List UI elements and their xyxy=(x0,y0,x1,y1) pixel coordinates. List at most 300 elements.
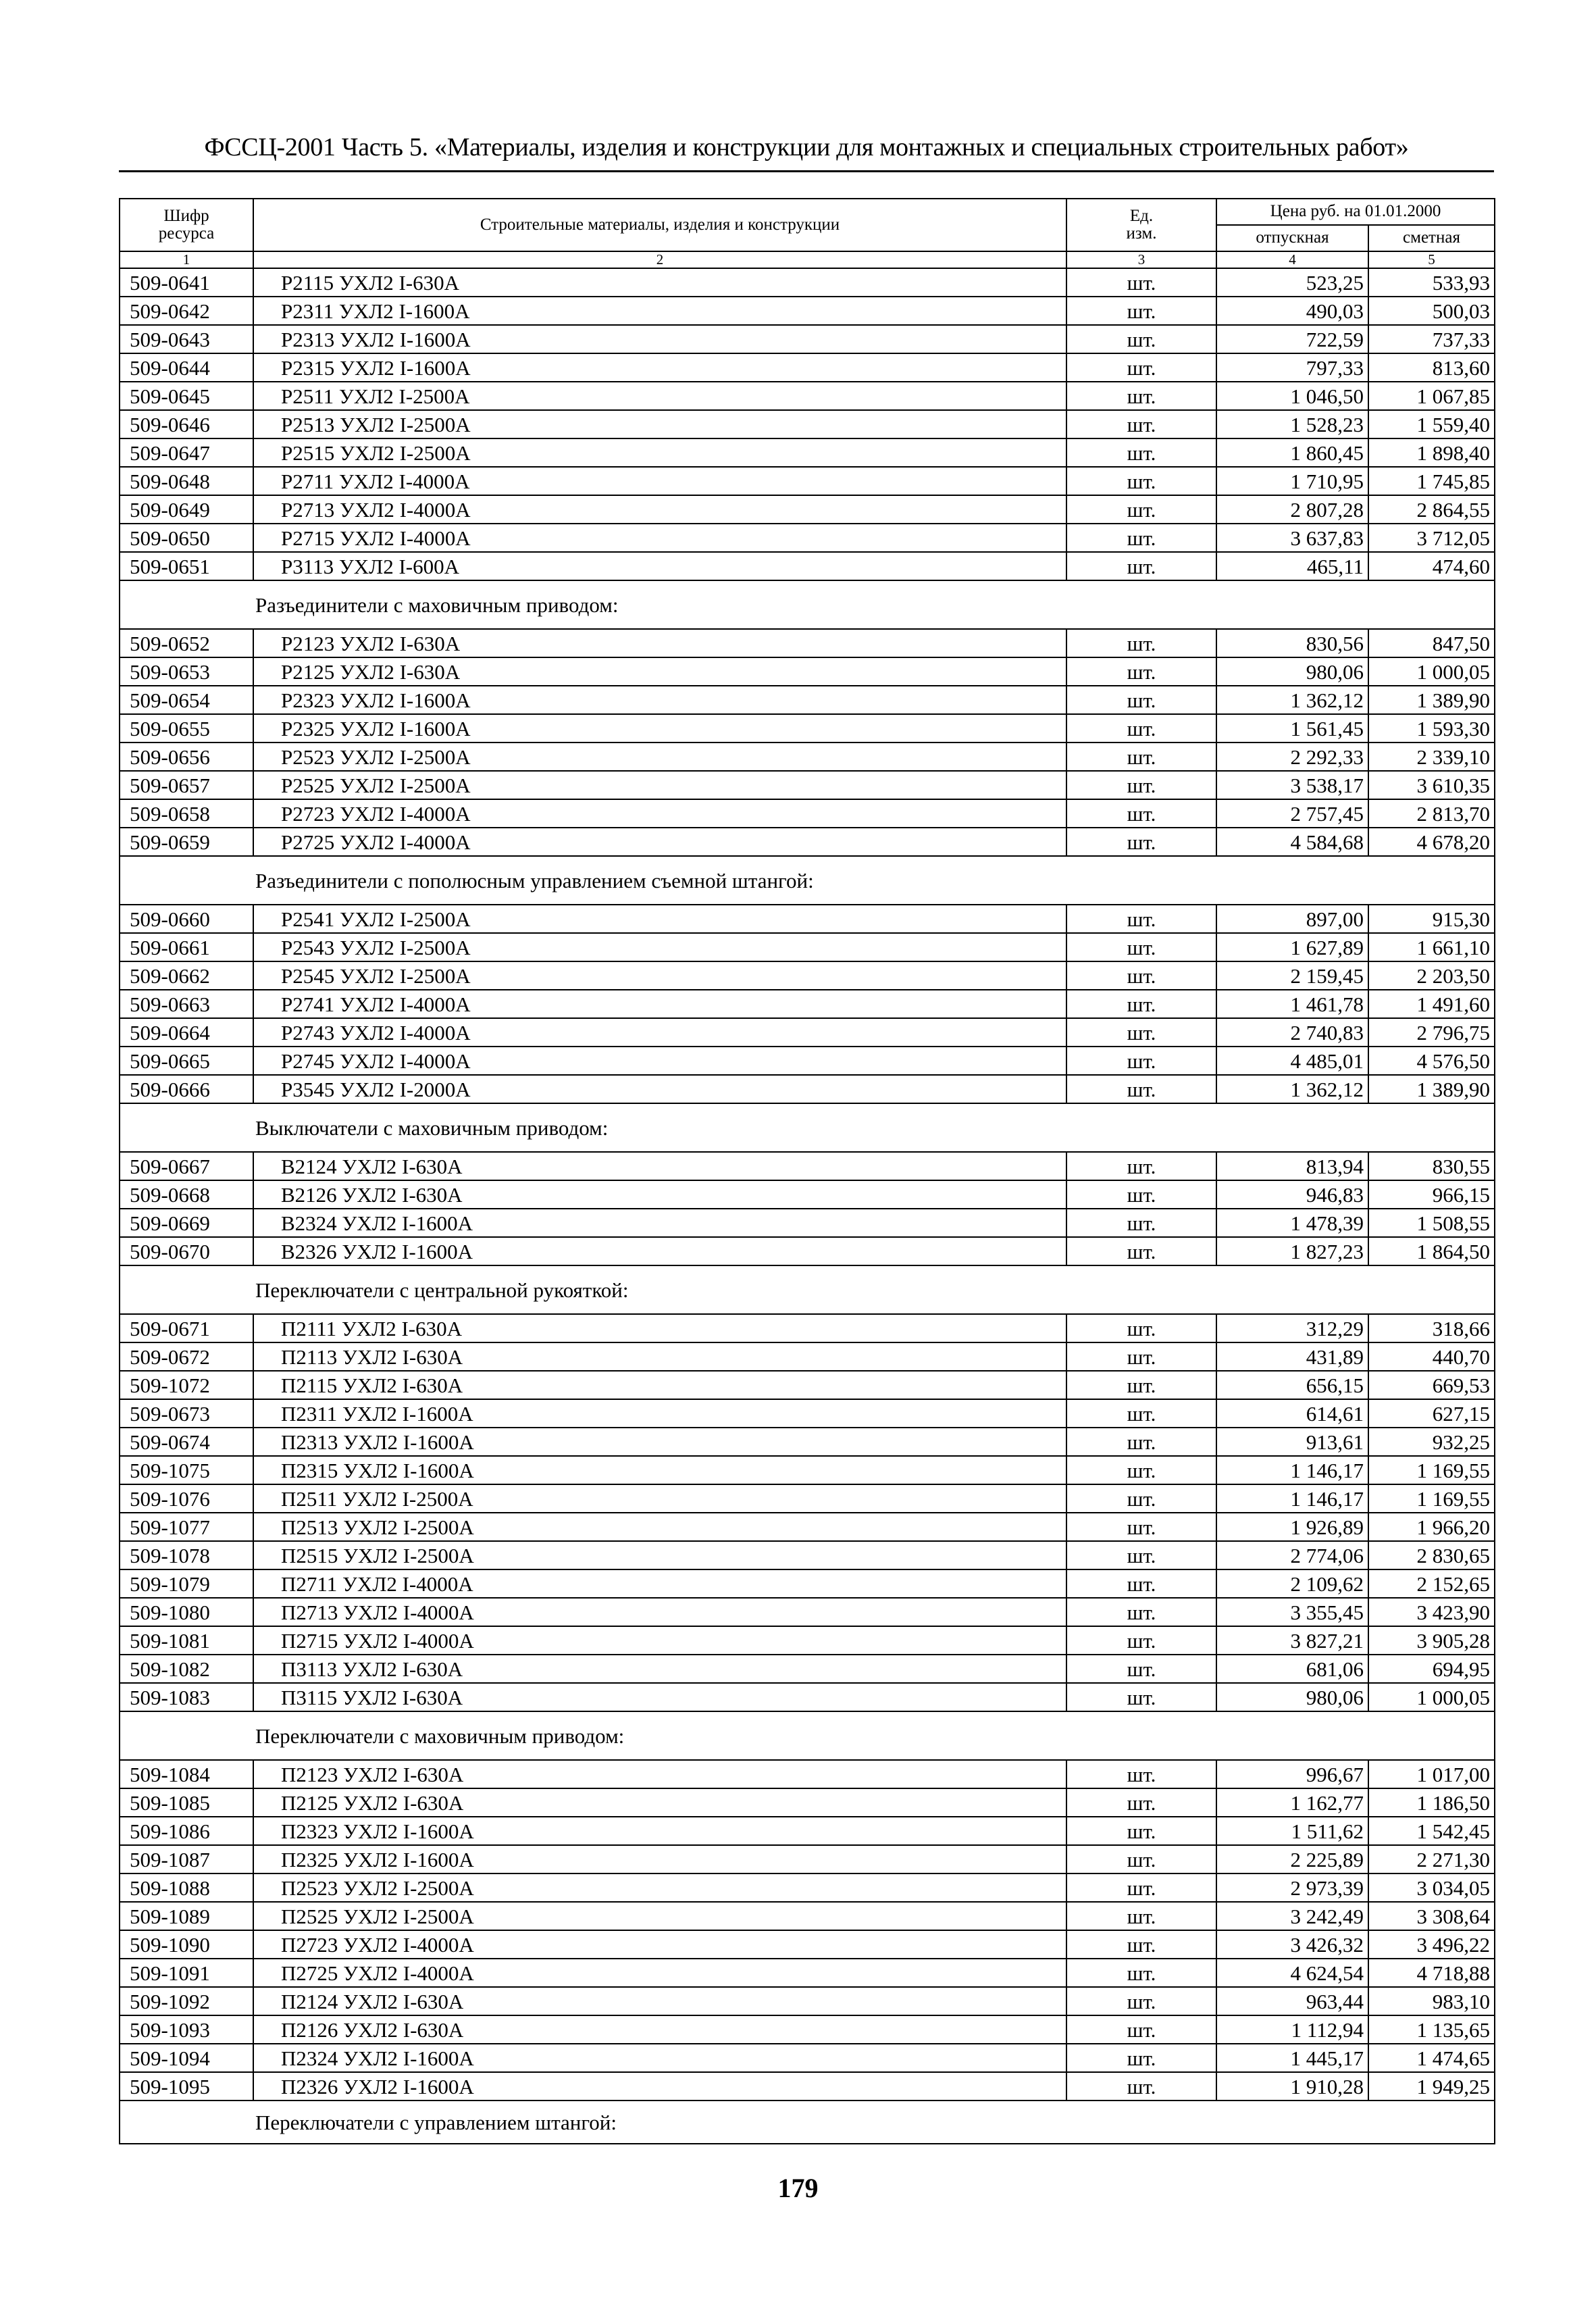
table-row xyxy=(120,2044,1495,2072)
cell-release-price: 2 292,33 xyxy=(1216,743,1368,771)
cell-code: 509-1088 xyxy=(120,1873,253,1902)
cell-name: Р2725 УХЛ2 I-4000А xyxy=(253,828,1066,856)
cell-name: П2311 УХЛ2 I-1600А xyxy=(253,1399,1066,1428)
cell-release-price: 1 162,77 xyxy=(1216,1788,1368,1817)
cell-release-price: 1 478,39 xyxy=(1216,1209,1368,1237)
cell-unit: шт. xyxy=(1066,1541,1216,1569)
cell-code: 509-1083 xyxy=(120,1683,253,1711)
cell-name: Р2715 УХЛ2 I-4000А xyxy=(253,524,1066,552)
cell-release-price: 312,29 xyxy=(1216,1314,1368,1342)
cell-code: 509-0659 xyxy=(120,828,253,856)
cell-release-price: 1 112,94 xyxy=(1216,2015,1368,2044)
cell-estimate-price: 694,95 xyxy=(1368,1655,1495,1683)
table-row xyxy=(120,1845,1495,1873)
cell-unit: шт. xyxy=(1066,1342,1216,1371)
cell-unit: шт. xyxy=(1066,552,1216,580)
table-row xyxy=(120,714,1495,743)
cell-code: 509-0657 xyxy=(120,771,253,799)
table-row xyxy=(120,1484,1495,1513)
cell-code: 509-0672 xyxy=(120,1342,253,1371)
table-row xyxy=(120,743,1495,771)
cell-release-price: 1 046,50 xyxy=(1216,382,1368,410)
cell-release-price: 3 637,83 xyxy=(1216,524,1368,552)
cell-estimate-price: 1 542,45 xyxy=(1368,1817,1495,1845)
cell-estimate-price: 1 000,05 xyxy=(1368,1683,1495,1711)
table-row xyxy=(120,1902,1495,1930)
cell-release-price: 614,61 xyxy=(1216,1399,1368,1428)
section-title: Переключатели с маховичным приводом: xyxy=(120,1711,1495,1760)
cell-code: 509-1085 xyxy=(120,1788,253,1817)
cell-unit: шт. xyxy=(1066,1788,1216,1817)
cell-release-price: 996,67 xyxy=(1216,1760,1368,1788)
cell-unit: шт. xyxy=(1066,1930,1216,1959)
cell-release-price: 1 827,23 xyxy=(1216,1237,1368,1265)
table-row xyxy=(120,905,1495,933)
col-number-2: 2 xyxy=(253,251,1066,268)
table-row xyxy=(120,799,1495,828)
cell-name: П2715 УХЛ2 I-4000А xyxy=(253,1626,1066,1655)
cell-code: 509-1087 xyxy=(120,1845,253,1873)
cell-release-price: 681,06 xyxy=(1216,1655,1368,1683)
table-row xyxy=(120,828,1495,856)
cell-code: 509-0648 xyxy=(120,467,253,495)
cell-code: 509-0663 xyxy=(120,990,253,1018)
cell-estimate-price: 2 271,30 xyxy=(1368,1845,1495,1873)
table-row xyxy=(120,1456,1495,1484)
cell-unit: шт. xyxy=(1066,1987,1216,2015)
cell-estimate-price: 737,33 xyxy=(1368,325,1495,353)
table-row xyxy=(120,1209,1495,1237)
cell-release-price: 4 624,54 xyxy=(1216,1959,1368,1987)
table-row xyxy=(120,961,1495,990)
table-row xyxy=(120,2072,1495,2101)
table-row xyxy=(120,1760,1495,1788)
cell-estimate-price: 474,60 xyxy=(1368,552,1495,580)
table-row xyxy=(120,1180,1495,1209)
cell-estimate-price: 440,70 xyxy=(1368,1342,1495,1371)
table-row xyxy=(120,1399,1495,1428)
cell-unit: шт. xyxy=(1066,2015,1216,2044)
cell-release-price: 2 225,89 xyxy=(1216,1845,1368,1873)
cell-estimate-price: 669,53 xyxy=(1368,1371,1495,1399)
cell-name: Р2323 УХЛ2 I-1600А xyxy=(253,686,1066,714)
cell-estimate-price: 1 661,10 xyxy=(1368,933,1495,961)
cell-code: 509-1082 xyxy=(120,1655,253,1683)
col-header-unit: Ед. изм. xyxy=(1066,199,1216,251)
cell-unit: шт. xyxy=(1066,1873,1216,1902)
cell-estimate-price: 4 678,20 xyxy=(1368,828,1495,856)
col-number-3: 3 xyxy=(1066,251,1216,268)
cell-name: Р2541 УХЛ2 I-2500А xyxy=(253,905,1066,933)
cell-code: 509-1094 xyxy=(120,2044,253,2072)
cell-release-price: 1 910,28 xyxy=(1216,2072,1368,2101)
cell-code: 509-0653 xyxy=(120,657,253,686)
cell-unit: шт. xyxy=(1066,657,1216,686)
cell-code: 509-1078 xyxy=(120,1541,253,1569)
cell-name: П2525 УХЛ2 I-2500А xyxy=(253,1902,1066,1930)
cell-unit: шт. xyxy=(1066,353,1216,382)
cell-unit: шт. xyxy=(1066,905,1216,933)
cell-estimate-price: 1 389,90 xyxy=(1368,1075,1495,1103)
cell-estimate-price: 1 067,85 xyxy=(1368,382,1495,410)
cell-name: П2513 УХЛ2 I-2500А xyxy=(253,1513,1066,1541)
cell-name: В2324 УХЛ2 I-1600А xyxy=(253,1209,1066,1237)
cell-release-price: 2 159,45 xyxy=(1216,961,1368,990)
cell-code: 509-0671 xyxy=(120,1314,253,1342)
cell-unit: шт. xyxy=(1066,1817,1216,1845)
cell-code: 509-0654 xyxy=(120,686,253,714)
table-row xyxy=(120,1075,1495,1103)
cell-code: 509-0664 xyxy=(120,1018,253,1047)
cell-unit: шт. xyxy=(1066,268,1216,297)
cell-code: 509-1075 xyxy=(120,1456,253,1484)
cell-code: 509-1090 xyxy=(120,1930,253,1959)
cell-name: Р2711 УХЛ2 I-4000А xyxy=(253,467,1066,495)
table-row xyxy=(120,1817,1495,1845)
cell-estimate-price: 1 389,90 xyxy=(1368,686,1495,714)
table-row xyxy=(120,1683,1495,1711)
cell-estimate-price: 2 830,65 xyxy=(1368,1541,1495,1569)
cell-release-price: 3 827,21 xyxy=(1216,1626,1368,1655)
cell-unit: шт. xyxy=(1066,1655,1216,1683)
cell-code: 509-0661 xyxy=(120,933,253,961)
page-header: ФССЦ-2001 Часть 5. «Материалы, изделия и конструкции для монтажных и специальных строительных работ» xyxy=(204,133,1409,161)
cell-estimate-price: 1 135,65 xyxy=(1368,2015,1495,2044)
col-header-price: Цена руб. на 01.01.2000 xyxy=(1216,199,1495,225)
cell-release-price: 431,89 xyxy=(1216,1342,1368,1371)
cell-name: В2326 УХЛ2 I-1600А xyxy=(253,1237,1066,1265)
cell-estimate-price: 318,66 xyxy=(1368,1314,1495,1342)
cell-unit: шт. xyxy=(1066,524,1216,552)
cell-unit: шт. xyxy=(1066,1513,1216,1541)
cell-code: 509-0645 xyxy=(120,382,253,410)
cell-unit: шт. xyxy=(1066,1209,1216,1237)
cell-release-price: 4 584,68 xyxy=(1216,828,1368,856)
table-row xyxy=(120,1342,1495,1371)
cell-estimate-price: 1 949,25 xyxy=(1368,2072,1495,2101)
cell-name: Р2741 УХЛ2 I-4000А xyxy=(253,990,1066,1018)
col-number-1: 1 xyxy=(120,251,253,268)
cell-release-price: 813,94 xyxy=(1216,1152,1368,1180)
table-row xyxy=(120,686,1495,714)
cell-estimate-price: 1 508,55 xyxy=(1368,1209,1495,1237)
cell-estimate-price: 4 718,88 xyxy=(1368,1959,1495,1987)
col-header-release: отпускная xyxy=(1216,225,1368,251)
cell-release-price: 1 445,17 xyxy=(1216,2044,1368,2072)
section-title: Переключатели с управлением штангой: xyxy=(120,2101,1495,2144)
table-row xyxy=(120,552,1495,580)
col-header-estimate: сметная xyxy=(1368,225,1495,251)
section-title: Переключатели с центральной рукояткой: xyxy=(120,1265,1495,1314)
table-row xyxy=(120,1569,1495,1598)
cell-unit: шт. xyxy=(1066,410,1216,438)
cell-unit: шт. xyxy=(1066,933,1216,961)
table-row xyxy=(120,438,1495,467)
section-row xyxy=(120,1103,1495,1152)
cell-unit: шт. xyxy=(1066,1598,1216,1626)
cell-release-price: 2 740,83 xyxy=(1216,1018,1368,1047)
cell-code: 509-0655 xyxy=(120,714,253,743)
cell-estimate-price: 1 186,50 xyxy=(1368,1788,1495,1817)
cell-name: Р2115 УХЛ2 I-630А xyxy=(253,268,1066,297)
cell-release-price: 2 774,06 xyxy=(1216,1541,1368,1569)
cell-release-price: 4 485,01 xyxy=(1216,1047,1368,1075)
cell-name: П2315 УХЛ2 I-1600А xyxy=(253,1456,1066,1484)
cell-unit: шт. xyxy=(1066,2072,1216,2101)
cell-name: Р2315 УХЛ2 I-1600А xyxy=(253,353,1066,382)
cell-name: Р2325 УХЛ2 I-1600А xyxy=(253,714,1066,743)
cell-code: 509-0660 xyxy=(120,905,253,933)
page-number: 179 xyxy=(777,2173,819,2203)
cell-name: Р2313 УХЛ2 I-1600А xyxy=(253,325,1066,353)
table-row xyxy=(120,629,1495,657)
cell-code: 509-1095 xyxy=(120,2072,253,2101)
table-row xyxy=(120,1541,1495,1569)
table-body xyxy=(120,268,1495,2144)
table-row xyxy=(120,1152,1495,1180)
cell-name: П2723 УХЛ2 I-4000А xyxy=(253,1930,1066,1959)
cell-code: 509-0644 xyxy=(120,353,253,382)
cell-name: П2313 УХЛ2 I-1600А xyxy=(253,1428,1066,1456)
cell-code: 509-0647 xyxy=(120,438,253,467)
cell-estimate-price: 500,03 xyxy=(1368,297,1495,325)
table-row xyxy=(120,410,1495,438)
cell-name: П2115 УХЛ2 I-630А xyxy=(253,1371,1066,1399)
cell-code: 509-1086 xyxy=(120,1817,253,1845)
cell-estimate-price: 3 610,35 xyxy=(1368,771,1495,799)
cell-unit: шт. xyxy=(1066,438,1216,467)
cell-unit: шт. xyxy=(1066,1237,1216,1265)
cell-release-price: 490,03 xyxy=(1216,297,1368,325)
section-title: Разъединители с пополюсным управлением съемной штангой: xyxy=(120,856,1495,905)
cell-release-price: 913,61 xyxy=(1216,1428,1368,1456)
cell-estimate-price: 1 169,55 xyxy=(1368,1484,1495,1513)
cell-code: 509-1092 xyxy=(120,1987,253,2015)
cell-estimate-price: 1 169,55 xyxy=(1368,1456,1495,1484)
cell-name: П2113 УХЛ2 I-630А xyxy=(253,1342,1066,1371)
table-row xyxy=(120,1428,1495,1456)
cell-release-price: 1 146,17 xyxy=(1216,1456,1368,1484)
cell-unit: шт. xyxy=(1066,629,1216,657)
col-header-name: Строительные материалы, изделия и конструкции xyxy=(253,199,1066,251)
cell-estimate-price: 2 152,65 xyxy=(1368,1569,1495,1598)
cell-estimate-price: 1 000,05 xyxy=(1368,657,1495,686)
cell-code: 509-0667 xyxy=(120,1152,253,1180)
cell-estimate-price: 3 423,90 xyxy=(1368,1598,1495,1626)
cell-name: В2124 УХЛ2 I-630А xyxy=(253,1152,1066,1180)
cell-estimate-price: 1 017,00 xyxy=(1368,1760,1495,1788)
cell-unit: шт. xyxy=(1066,297,1216,325)
cell-code: 509-0673 xyxy=(120,1399,253,1428)
cell-name: П2515 УХЛ2 I-2500А xyxy=(253,1541,1066,1569)
cell-name: П2126 УХЛ2 I-630А xyxy=(253,2015,1066,2044)
cell-estimate-price: 915,30 xyxy=(1368,905,1495,933)
col-number-5: 5 xyxy=(1368,251,1495,268)
cell-name: В2126 УХЛ2 I-630А xyxy=(253,1180,1066,1209)
cell-code: 509-1079 xyxy=(120,1569,253,1598)
table-row xyxy=(120,1237,1495,1265)
cell-release-price: 1 926,89 xyxy=(1216,1513,1368,1541)
table-row xyxy=(120,268,1495,297)
section-row xyxy=(120,2101,1495,2144)
cell-name: П2725 УХЛ2 I-4000А xyxy=(253,1959,1066,1987)
cell-release-price: 1 362,12 xyxy=(1216,686,1368,714)
price-table-wrapper xyxy=(119,198,1494,2144)
cell-name: Р2511 УХЛ2 I-2500А xyxy=(253,382,1066,410)
cell-estimate-price: 3 712,05 xyxy=(1368,524,1495,552)
cell-name: П2111 УХЛ2 I-630А xyxy=(253,1314,1066,1342)
cell-code: 509-1080 xyxy=(120,1598,253,1626)
cell-release-price: 3 426,32 xyxy=(1216,1930,1368,1959)
cell-code: 509-1081 xyxy=(120,1626,253,1655)
table-row xyxy=(120,325,1495,353)
cell-release-price: 980,06 xyxy=(1216,657,1368,686)
cell-name: Р2545 УХЛ2 I-2500А xyxy=(253,961,1066,990)
cell-release-price: 1 860,45 xyxy=(1216,438,1368,467)
cell-code: 509-1089 xyxy=(120,1902,253,1930)
cell-name: Р2311 УХЛ2 I-1600А xyxy=(253,297,1066,325)
cell-estimate-price: 627,15 xyxy=(1368,1399,1495,1428)
table-row xyxy=(120,1930,1495,1959)
cell-release-price: 830,56 xyxy=(1216,629,1368,657)
cell-estimate-price: 830,55 xyxy=(1368,1152,1495,1180)
table-row xyxy=(120,382,1495,410)
cell-unit: шт. xyxy=(1066,1456,1216,1484)
cell-unit: шт. xyxy=(1066,1428,1216,1456)
table-row xyxy=(120,467,1495,495)
cell-release-price: 2 109,62 xyxy=(1216,1569,1368,1598)
cell-code: 509-1093 xyxy=(120,2015,253,2044)
cell-name: П2523 УХЛ2 I-2500А xyxy=(253,1873,1066,1902)
cell-release-price: 2 973,39 xyxy=(1216,1873,1368,1902)
table-row xyxy=(120,524,1495,552)
cell-name: Р2523 УХЛ2 I-2500А xyxy=(253,743,1066,771)
cell-code: 509-0656 xyxy=(120,743,253,771)
cell-code: 509-0662 xyxy=(120,961,253,990)
table-row xyxy=(120,657,1495,686)
cell-name: П2511 УХЛ2 I-2500А xyxy=(253,1484,1066,1513)
cell-unit: шт. xyxy=(1066,1018,1216,1047)
cell-estimate-price: 847,50 xyxy=(1368,629,1495,657)
header-rule xyxy=(119,170,1494,172)
cell-release-price: 3 538,17 xyxy=(1216,771,1368,799)
cell-estimate-price: 3 496,22 xyxy=(1368,1930,1495,1959)
table-row xyxy=(120,1873,1495,1902)
cell-name: Р2513 УХЛ2 I-2500А xyxy=(253,410,1066,438)
cell-name: Р2543 УХЛ2 I-2500А xyxy=(253,933,1066,961)
cell-release-price: 897,00 xyxy=(1216,905,1368,933)
table-row xyxy=(120,2015,1495,2044)
section-row xyxy=(120,1711,1495,1760)
table-row xyxy=(120,990,1495,1018)
table-row xyxy=(120,1987,1495,2015)
cell-name: П2711 УХЛ2 I-4000А xyxy=(253,1569,1066,1598)
cell-release-price: 980,06 xyxy=(1216,1683,1368,1711)
cell-code: 509-0651 xyxy=(120,552,253,580)
cell-estimate-price: 966,15 xyxy=(1368,1180,1495,1209)
cell-unit: шт. xyxy=(1066,1760,1216,1788)
table-row xyxy=(120,1626,1495,1655)
cell-unit: шт. xyxy=(1066,1180,1216,1209)
cell-unit: шт. xyxy=(1066,1314,1216,1342)
cell-unit: шт. xyxy=(1066,495,1216,524)
cell-estimate-price: 983,10 xyxy=(1368,1987,1495,2015)
cell-release-price: 1 627,89 xyxy=(1216,933,1368,961)
cell-estimate-price: 813,60 xyxy=(1368,353,1495,382)
cell-estimate-price: 1 864,50 xyxy=(1368,1237,1495,1265)
cell-name: П2124 УХЛ2 I-630А xyxy=(253,1987,1066,2015)
col-header-code: Шифр ресурса xyxy=(120,199,253,251)
cell-release-price: 722,59 xyxy=(1216,325,1368,353)
cell-code: 509-0643 xyxy=(120,325,253,353)
cell-estimate-price: 1 898,40 xyxy=(1368,438,1495,467)
cell-name: Р2713 УХЛ2 I-4000А xyxy=(253,495,1066,524)
cell-release-price: 1 710,95 xyxy=(1216,467,1368,495)
cell-release-price: 946,83 xyxy=(1216,1180,1368,1209)
cell-code: 509-1072 xyxy=(120,1371,253,1399)
table-row xyxy=(120,297,1495,325)
cell-name: Р2515 УХЛ2 I-2500А xyxy=(253,438,1066,467)
cell-release-price: 1 528,23 xyxy=(1216,410,1368,438)
cell-name: П2713 УХЛ2 I-4000А xyxy=(253,1598,1066,1626)
cell-estimate-price: 1 474,65 xyxy=(1368,2044,1495,2072)
cell-unit: шт. xyxy=(1066,1047,1216,1075)
cell-release-price: 1 561,45 xyxy=(1216,714,1368,743)
table-row xyxy=(120,1018,1495,1047)
cell-name: П2323 УХЛ2 I-1600А xyxy=(253,1817,1066,1845)
section-title: Выключатели с маховичным приводом: xyxy=(120,1103,1495,1152)
cell-name: П2125 УХЛ2 I-630А xyxy=(253,1788,1066,1817)
cell-name: Р2723 УХЛ2 I-4000А xyxy=(253,799,1066,828)
cell-release-price: 2 807,28 xyxy=(1216,495,1368,524)
cell-code: 509-0652 xyxy=(120,629,253,657)
cell-unit: шт. xyxy=(1066,1371,1216,1399)
cell-unit: шт. xyxy=(1066,799,1216,828)
cell-estimate-price: 3 034,05 xyxy=(1368,1873,1495,1902)
cell-name: Р2525 УХЛ2 I-2500А xyxy=(253,771,1066,799)
cell-estimate-price: 2 813,70 xyxy=(1368,799,1495,828)
table-row xyxy=(120,1655,1495,1683)
cell-name: П2324 УХЛ2 I-1600А xyxy=(253,2044,1066,2072)
cell-release-price: 1 362,12 xyxy=(1216,1075,1368,1103)
cell-estimate-price: 932,25 xyxy=(1368,1428,1495,1456)
cell-unit: шт. xyxy=(1066,1902,1216,1930)
cell-code: 509-0649 xyxy=(120,495,253,524)
cell-unit: шт. xyxy=(1066,771,1216,799)
cell-unit: шт. xyxy=(1066,325,1216,353)
cell-name: П3113 УХЛ2 I-630А xyxy=(253,1655,1066,1683)
cell-name: Р2125 УХЛ2 I-630А xyxy=(253,657,1066,686)
cell-estimate-price: 1 559,40 xyxy=(1368,410,1495,438)
cell-release-price: 656,15 xyxy=(1216,1371,1368,1399)
cell-release-price: 3 242,49 xyxy=(1216,1902,1368,1930)
cell-release-price: 465,11 xyxy=(1216,552,1368,580)
cell-unit: шт. xyxy=(1066,961,1216,990)
cell-unit: шт. xyxy=(1066,1484,1216,1513)
cell-code: 509-1084 xyxy=(120,1760,253,1788)
cell-code: 509-0665 xyxy=(120,1047,253,1075)
cell-code: 509-0646 xyxy=(120,410,253,438)
cell-code: 509-0658 xyxy=(120,799,253,828)
cell-unit: шт. xyxy=(1066,2044,1216,2072)
table-row xyxy=(120,933,1495,961)
cell-unit: шт. xyxy=(1066,1845,1216,1873)
cell-unit: шт. xyxy=(1066,714,1216,743)
cell-unit: шт. xyxy=(1066,1152,1216,1180)
cell-name: П2326 УХЛ2 I-1600А xyxy=(253,2072,1066,2101)
cell-code: 509-0669 xyxy=(120,1209,253,1237)
cell-estimate-price: 2 203,50 xyxy=(1368,961,1495,990)
